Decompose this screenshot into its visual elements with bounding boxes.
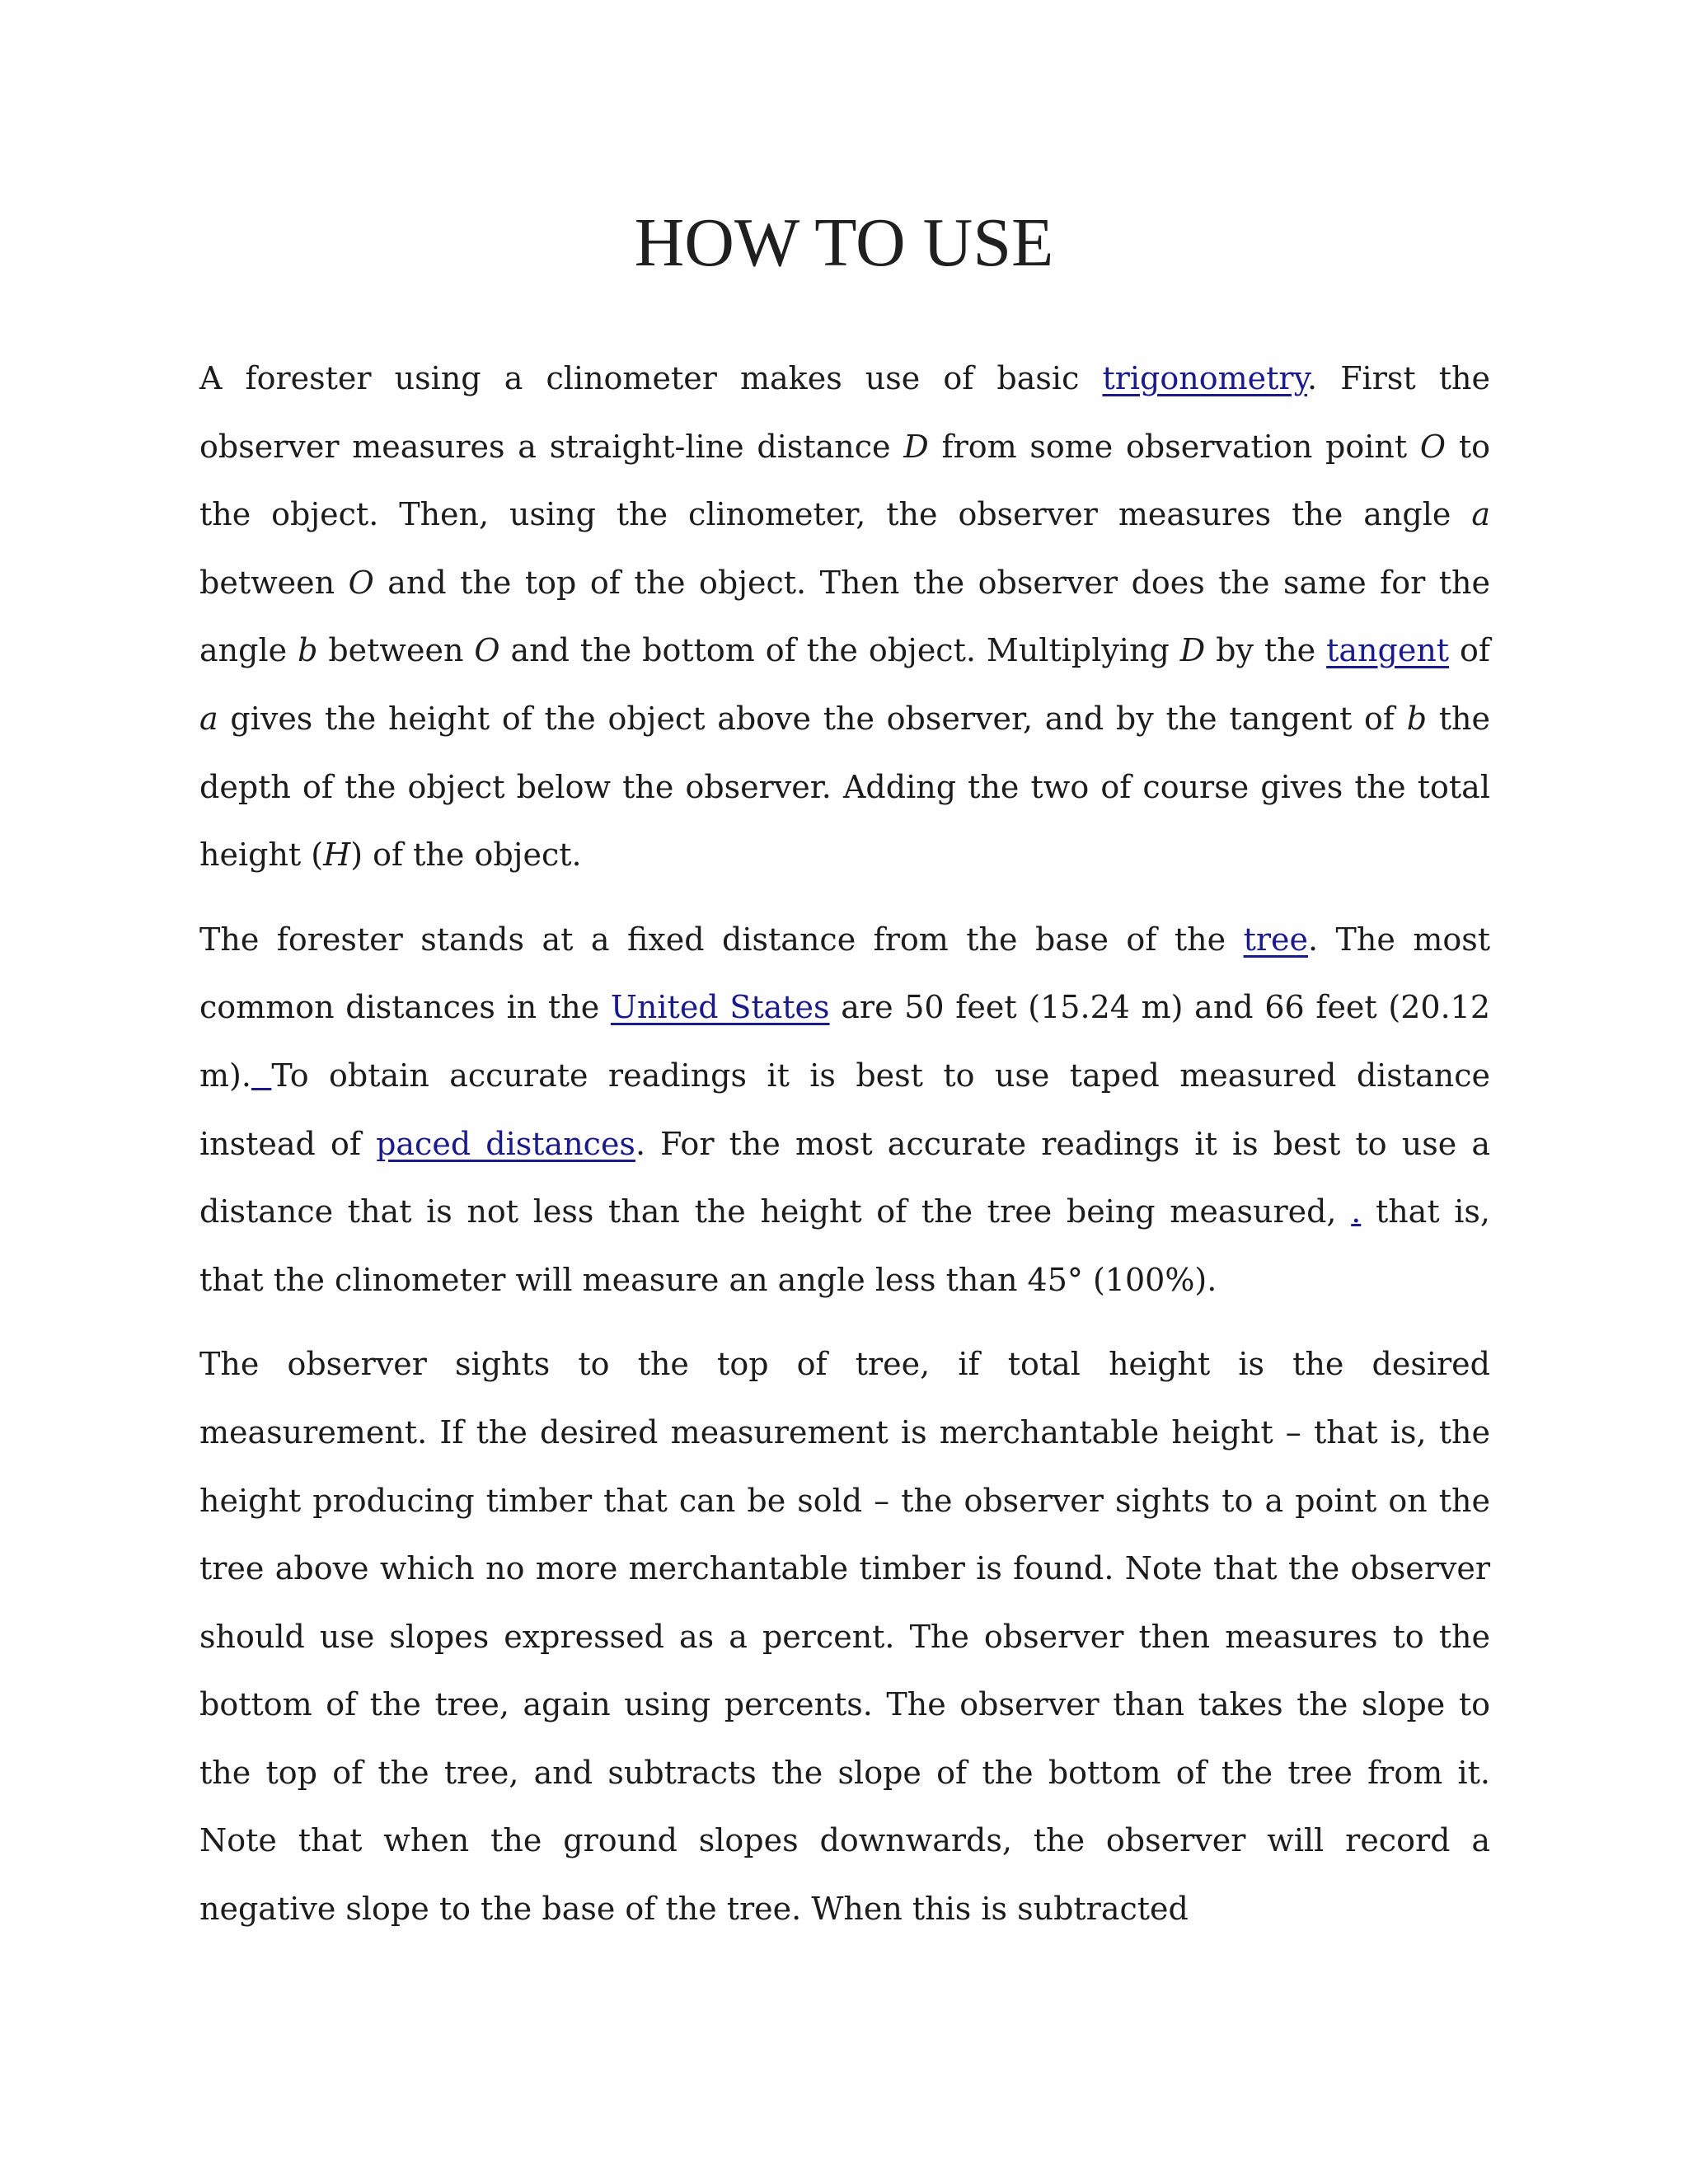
variable-o: O [348,564,374,601]
text-run: A forester using a clinometer makes use of basic [199,360,1103,396]
variable-d: D [903,428,929,465]
text-run: . First the observer measures a straight-line distance [199,360,1490,465]
document-body [199,344,1490,1960]
text-run: . For the most accurate readings it is best to use a distance that is not less than the height of the tree being measured, [199,1125,1490,1230]
text-run: the depth of the object below the observer. Adding the two of course gives the total height ( [199,700,1490,874]
variable-a: a [1471,496,1490,533]
variable-o: O [1419,428,1447,465]
paragraph-3: The observer sights to the top of tree, if total height is the desired measurement. If the desired measurement is merchantable height – that is, the height producing timber that can be sold – the observer sights to a point on the tree above which no more merchantable timber is found. Note that the observer should use slopes expressed as a percent. The observer then measures to the bottom of the tree, again using percents. The observer than takes the slope to the top of the tree, and subtracts the slope of the bottom of the tree from it. Note that when the ground slopes downwards, the observer will record a negative slope to the base of the tree. When this is subtracted [199,1346,1490,1928]
paragraph-2 [199,906,1490,1315]
link-united-states[interactable]: United States [610,989,830,1026]
text-run: and the bottom of the object. Multiplying [499,632,1180,669]
text-run: to the object. Then, using the clinometer, the observer measures the angle [199,428,1490,533]
variable-d: D [1179,632,1206,669]
text-run: and the top of the object. Then the observer does the same for the angle [199,564,1491,669]
variable-b: b [298,632,318,669]
variable-a: a [199,700,218,737]
link-tree[interactable]: tree [1243,921,1308,958]
variable-b: b [1406,700,1428,737]
text-run: by the [1205,632,1327,669]
text-run: that is, that the clinometer will measure an angle less than 45° (100%). [199,1193,1491,1298]
variable-h: H [323,837,351,874]
link-tangent[interactable]: tangent [1326,632,1450,669]
text-run: gives the height of the object above the observer, and by the tangent of [218,700,1407,737]
text-run: from some observation point [928,428,1420,465]
text-run: To obtain accurate readings it is best to use taped measured distance instead of [199,1057,1490,1162]
footnote-link[interactable]: . [1351,1193,1362,1230]
text-run: between [199,564,349,601]
text-run: are 50 feet (15.24 m) and 66 feet (20.12 m). [199,989,1490,1094]
text-run: The forester stands at a fixed distance from the base of the [199,921,1244,958]
link-trigonometry[interactable]: trigonometry [1102,360,1307,396]
link-paced-distances[interactable]: paced distances [376,1125,635,1162]
text-run: between [317,632,475,669]
text-run: of [1449,632,1490,669]
footnote-link[interactable] [251,1057,271,1094]
page-title: HOW TO USE [634,204,1054,281]
variable-o: O [474,632,500,669]
text-run: . The most common distances in the [199,921,1490,1026]
text-run: ) of the object. [350,837,582,874]
paragraph-1 [199,344,1490,889]
